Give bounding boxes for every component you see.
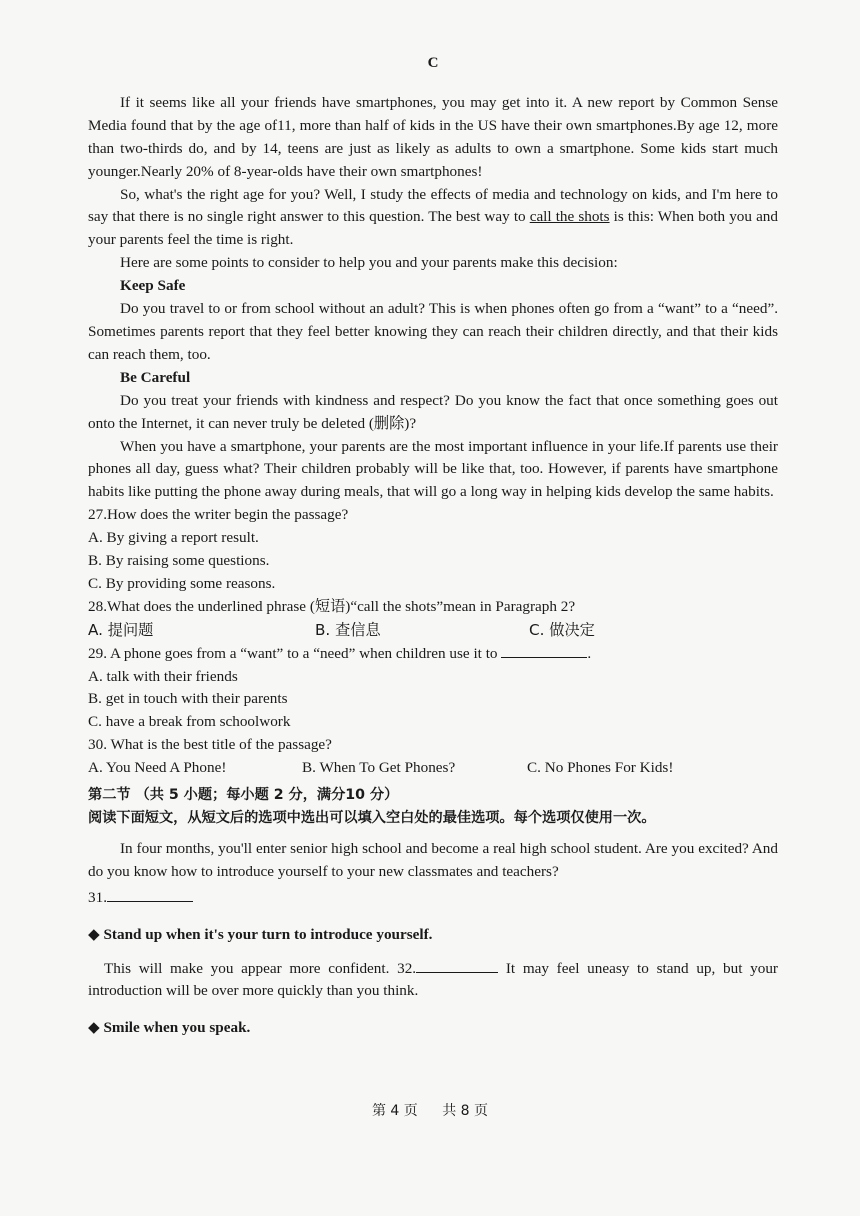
question-29-option-b: B. get in touch with their parents — [88, 690, 288, 708]
question-28 — [88, 596, 778, 642]
tip-text-after: It may feel uneasy to stand up, but your introduction will be over more quickly than you think. — [88, 959, 778, 1000]
blank-31-number: 31. — [88, 888, 107, 906]
question-29-option-c: C. have a break from schoolwork — [88, 713, 291, 731]
question-30-option-a: A. You Need A Phone! — [88, 759, 227, 777]
question-29-stem — [88, 642, 778, 666]
question-29-stem-text: 29. A phone goes from a “want” to a “need” when children use it to — [88, 644, 498, 662]
page-footer — [0, 1100, 860, 1123]
part-two-instruction: 阅读下面短文，从短文后的选项中选出可以填入空白处的最佳选项。每个选项仅使用一次。 — [88, 810, 656, 826]
heading-be-careful: Be Careful — [120, 368, 191, 386]
tip-text-before: This will make you appear more confident. 32. — [104, 959, 417, 977]
blank-31 — [88, 886, 778, 910]
question-30-stem: 30. What is the best title of the passage? — [88, 736, 332, 754]
page-number: 第 4 页 — [371, 1103, 418, 1119]
part-two-intro: In four months, you'll enter senior high school and become a real high school student. Are you excited? And do you know how to introduce yourself to your new classmates and teachers? — [88, 839, 778, 880]
blank-31-line — [107, 886, 193, 902]
question-29 — [88, 642, 778, 735]
tip-stand-up: ◆ Stand up when it's your turn to introduce yourself. — [88, 925, 433, 943]
tip-stand-up-text — [88, 957, 778, 1004]
question-29-period: . — [587, 644, 592, 662]
passage-paragraph-1: If it seems like all your friends have smartphones, you may get into it. A new report by Common Sense Media found that by the age of11, more than half of kids in the US have their own smartphones.By age 12, more than two-thirds do, and by 14, teens are just as likely as adults to own a smartphone. Some kids start much younger.Nearly 20% of 8-year-olds have their own smartphones! — [88, 93, 778, 180]
question-30-option-c: C. No Phones For Kids! — [527, 759, 674, 777]
question-27-option-b: B. By raising some questions. — [88, 552, 270, 570]
question-29-option-a: A. talk with their friends — [88, 667, 238, 685]
heading-keep-safe: Keep Safe — [120, 277, 186, 295]
p2-text-before: So, what's the right age for you? Well, I study the effects of media and technology on kids, and I'm here to say that there is no single right answer to this question. The best way to — [88, 185, 778, 226]
question-28-option-b: B. 查信息 — [315, 620, 381, 639]
question-27-option-a: A. By giving a report result. — [88, 529, 259, 547]
passage-paragraph-3: Here are some points to consider to help you and your parents make this decision: — [120, 254, 618, 272]
answer-blank — [501, 642, 587, 658]
tip-smile: ◆ Smile when you speak. — [88, 1019, 251, 1037]
question-27-option-c: C. By providing some reasons. — [88, 574, 276, 592]
question-28-option-a: A. 提问题 — [88, 620, 154, 639]
passage-paragraph-6: When you have a smartphone, your parents are the most important influence in your life.If parents use their phones all day, guess what? Their children probably will be like that, too. However, if parents have smartphone habits like putting the phone away during meals, that will go a long way in helping kids develop the same habits. — [88, 437, 778, 501]
underlined-phrase: call the shots — [529, 208, 610, 226]
question-28-options — [88, 619, 778, 642]
question-30-options — [88, 757, 778, 780]
blank-32-line — [416, 957, 498, 973]
total-pages: 共 8 页 — [442, 1103, 489, 1119]
passage-paragraph-5: Do you treat your friends with kindness and respect? Do you know the fact that once something goes out onto the Internet, it can never truly be deleted (删除)? — [88, 391, 778, 432]
question-28-option-c: C. 做决定 — [529, 620, 595, 639]
question-27 — [88, 504, 778, 596]
part-two-title: 第二节 （共 5 小题；每小题 2 分，满分10 分） — [88, 787, 399, 804]
question-27-stem: 27.How does the writer begin the passage? — [88, 506, 349, 524]
passage-paragraph-2 — [88, 184, 778, 253]
section-letter: C — [427, 55, 439, 71]
passage-paragraph-4: Do you travel to or from school without an adult? This is when phones often go from a “want” to a “need”. Sometimes parents report that they feel better knowing they can reach their children directly, and that their kids can reach them, too. — [88, 300, 778, 363]
question-28-stem: 28.What does the underlined phrase (短语)“call the shots”mean in Paragraph 2? — [88, 597, 576, 615]
question-30 — [88, 734, 778, 780]
p2-text-after: is this: When both you and your parents feel the time is right. — [88, 208, 778, 249]
question-30-option-b: B. When To Get Phones? — [302, 759, 456, 777]
